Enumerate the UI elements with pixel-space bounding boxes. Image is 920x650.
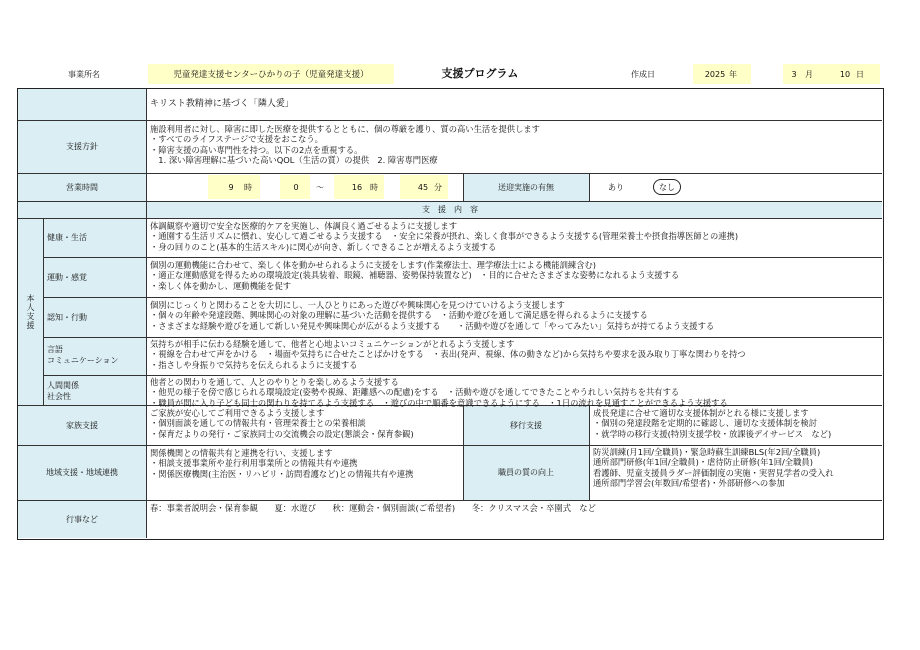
language-communication-text: 気持ちが相手に伝わる経験を通して、他者と心地よいコミュニケーションがとれるよう支援します ・視線を合わせて声をかける ・場面や気持ちに合せたことばかけをする ・表出(発声、視線、体の動きなど)から気持ちや要求を汲み取り丁寧な関わりを持つ ・指さしや身振りで気持ちを伝えられるように支援する xyxy=(150,339,746,370)
transport-label: 送迎実施の有無 xyxy=(498,182,554,192)
transport-option-yes[interactable]: あり xyxy=(608,182,624,192)
events-label: 行事など xyxy=(66,514,98,524)
philosophy-text: キリスト教精神に基づく「隣人愛」 xyxy=(150,99,294,109)
transport-option-no[interactable]: なし xyxy=(653,179,681,195)
social-relations-label: 人間関係 社会性 xyxy=(47,381,79,401)
social-relations-text: 他者との関わりを通して、人とのやりとりを楽しめるよう支援する ・他児の様子を傍で感じられる環境設定(姿勢や視線、距離感への配慮)をする ・活動や遊びを通してできたことやうれしい気持ちを共有する ・職員が間に入り子ども同士の関わりを持てるよう支援する ・遊びの中で順番を意識できるようにする ・1日の流れを見通すことができるよう支援する xyxy=(150,377,728,408)
created-month: 3 xyxy=(791,69,797,79)
transition-support-label: 移行支援 xyxy=(510,420,542,430)
cognition-behavior-label: 認知・行動 xyxy=(47,312,87,322)
minute-unit: 分 xyxy=(434,182,442,192)
health-life-label: 健康・生活 xyxy=(47,233,87,242)
community-support-text: 関係機関との情報共有と連携を行い、支援します ・相談支援事業所や並行利用事業所との情報共有や連携 ・関係医療機関(主治医・リハビリ・訪問看護など)との情報共有や連携 xyxy=(150,448,414,479)
events-text: 春：事業者説明会・保育参観 夏：水遊び 秋：運動会・個別面談(ご希望者) 冬：クリスマス会・卒園式 など xyxy=(150,503,596,513)
staff-quality-text: 防災訓練(月1回/全職員)・緊急時蘇生訓練BLS(年2回/全職員) 通所部門研修(年1回/全職員)・虐待防止研修(年1回/全職員) 看護師、児童支援員ラダー評価制度の実施・実習見学者の受入れ 通所部門学習会(年数回/希望者)・外部研修への参加 xyxy=(593,447,834,488)
hour-unit-1: 時 xyxy=(244,182,252,192)
language-communication-label: 言語 コミュニケーション xyxy=(47,345,119,365)
day-unit: 日 xyxy=(856,69,864,79)
policy-label: 支援方針 xyxy=(66,142,98,151)
family-support-text: ご家族が安心してご利用できるよう支援します ・個別面談を通しての情報共有・管理栄養士との栄養相談 ・保育だよりの発行・ご家族同士の交流機会の設定(懇談会・保育参観) xyxy=(150,408,414,439)
family-support-label: 家族支援 xyxy=(66,420,98,430)
transition-support-text: 成長発達に合せて適切な支援体制がとれる様に支援します ・個別の発達段階を定期的に確認し、適切な支援体制を検討 ・就学時の移行支援(特別支援学校・放課後デイサービス など) xyxy=(593,408,832,439)
created-date-label: 作成日 xyxy=(631,69,655,79)
cognition-behavior-text: 個別にじっくりと関わることを大切にし、一人ひとりにあった遊びや興味関心を見つけていけるよう支援します ・個々の年齢や発達段階、興味関心の対象の理解に基づいた活動を提供する ・活動や遊びを通して満足感を得られるように支援する ・さまざまな経験や遊びを通して新しい発見や興味関心が広がるよう支援する ・活動や遊びを通して「やってみたい」気持ちが持てるよう支援する xyxy=(150,300,715,331)
hour-unit-2: 時 xyxy=(370,182,378,192)
year-unit: 年 xyxy=(729,69,737,79)
motor-sensory-text: 個別の運動機能に合わせて、楽しく体を動かせられるように支援をします(作業療法士、理学療法士による機能訓練含む) ・適正な運動感覚を得るための環境設定(装具装着、眼鏡、補聴器、姿勢保持装置など) ・目的に合せたさまざまな姿勢になれるよう支援する ・楽しく体を動かし、運動機能を促す xyxy=(150,260,680,291)
personal-support-label: 本人支援 xyxy=(26,293,35,330)
created-year: 2025 xyxy=(704,69,726,79)
start-minute: 0 xyxy=(293,182,299,192)
office-name-value: 児童発達支援センターひかりの子（児童発達支援） xyxy=(148,64,394,84)
motor-sensory-label: 運動・感覚 xyxy=(47,272,87,282)
created-day: 10 xyxy=(839,69,851,79)
health-life-text: 体調観察や適切で安全な医療的ケアを実施し、体調良く過ごせるように支援します ・通園する生活リズムに慣れ、安心して過ごせるよう支援する ・安全に栄養が摂れ、楽しく食事ができるよう支援する(管理栄養士や摂食指導医師との連携) ・身の回りのこと(基本的生活スキル)に関心が向き、新しくできることが増えるよう支援する xyxy=(150,221,739,252)
program-table xyxy=(17,88,884,540)
philosophy-label-cell xyxy=(18,89,146,120)
page-title: 支援プログラム xyxy=(441,67,519,80)
staff-quality-label: 職員の質の向上 xyxy=(498,468,554,477)
office-name-label: 事業所名 xyxy=(68,69,100,79)
time-range-separator: ～ xyxy=(316,182,324,192)
policy-text: 施設利用者に対し、障害に即した医療を提供するとともに、個の尊厳を護り、質の高い生活を提供します ・すべてのライフステージで支援をおこなう。 ・障害支援の高い専門性を持つ。以下の2点を重視する。 1. 深い障害理解に基づいた高いQOL（生活の質）の提供 2. 障害専門医療 xyxy=(150,124,540,165)
end-minute: 45 xyxy=(417,182,429,192)
start-hour: 9 xyxy=(228,182,234,192)
month-unit: 月 xyxy=(805,69,813,79)
end-hour: 16 xyxy=(351,182,363,192)
community-support-label: 地域支援・地域連携 xyxy=(46,468,118,477)
support-content-header: 支 援 内 容 xyxy=(422,205,478,214)
hours-label: 営業時間 xyxy=(66,182,98,192)
